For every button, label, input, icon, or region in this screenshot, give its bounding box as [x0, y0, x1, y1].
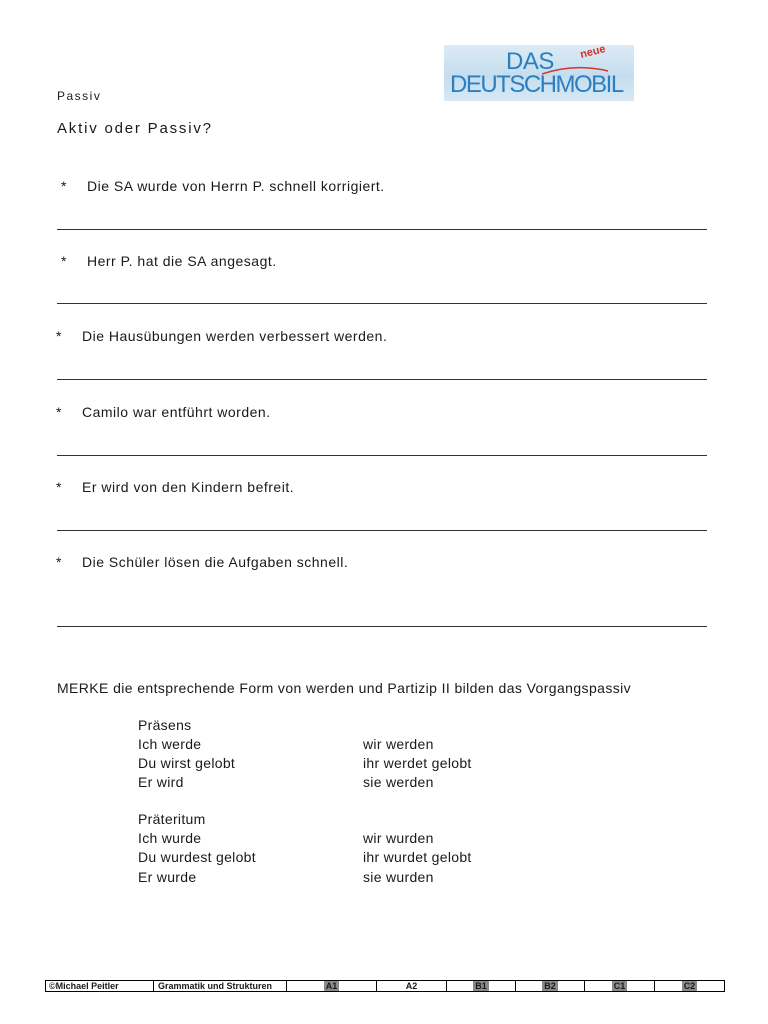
footer-level-b2 [516, 981, 585, 991]
praeteritum-heading: Präteritum [138, 811, 206, 827]
bullet: * [56, 479, 62, 495]
exercise-item-2 [61, 253, 277, 269]
answer-line-6[interactable] [57, 626, 707, 627]
answer-line-2[interactable] [57, 303, 707, 304]
praeteritum-plural-3: sie wurden [363, 869, 434, 885]
exercise-sentence: Er wird von den Kindern befreit. [82, 479, 295, 495]
exercise-sentence: Die SA wurde von Herrn P. schnell korrigiert. [87, 178, 385, 194]
footer-level-b1 [447, 981, 516, 991]
praesens-singular-2: Du wirst gelobt [138, 755, 236, 771]
praeteritum-plural-2: ihr wurdet gelobt [363, 849, 472, 865]
praesens-plural-1: wir werden [363, 736, 434, 752]
answer-line-5[interactable] [57, 530, 707, 531]
praesens-singular-1: Ich werde [138, 736, 202, 752]
exercise-item-1 [61, 178, 385, 194]
footer-level-c1 [585, 981, 655, 991]
exercise-title: Aktiv oder Passiv? [57, 120, 213, 137]
footer-subject-text: Grammatik und Strukturen [158, 981, 273, 991]
exercise-sentence: Die Schüler lösen die Aufgaben schnell. [82, 554, 349, 570]
answer-line-1[interactable] [57, 229, 707, 230]
level-a2-label: A2 [405, 981, 418, 991]
praesens-heading: Präsens [138, 717, 192, 733]
exercise-sentence: Die Hausübungen werden verbessert werden. [82, 328, 388, 344]
logo-text-das: DAS [506, 48, 554, 75]
praeteritum-singular-1: Ich wurde [138, 830, 202, 846]
praesens-plural-3: sie werden [363, 774, 434, 790]
level-b1-label: B1 [475, 981, 487, 991]
footer-subject [154, 981, 287, 991]
praeteritum-singular-3: Er wurde [138, 869, 197, 885]
topic-label: Passiv [57, 89, 102, 103]
answer-line-3[interactable] [57, 379, 707, 380]
praeteritum-singular-2: Du wurdest gelobt [138, 849, 256, 865]
praesens-singular-3: Er wird [138, 774, 184, 790]
footer-level-a1 [287, 981, 377, 991]
level-c2-label: C2 [683, 981, 696, 991]
praesens-plural-2: ihr werdet gelobt [363, 755, 472, 771]
praeteritum-plural-1: wir wurden [363, 830, 434, 846]
level-a1-label: A1 [325, 981, 338, 991]
answer-line-4[interactable] [57, 455, 707, 456]
bullet: * [56, 404, 62, 420]
merke-note: MERKE die entsprechende Form von werden und Partizip II bilden das Vorgangspassiv [57, 680, 632, 696]
level-b2-label: B2 [544, 981, 556, 991]
logo-text-deutschmobil: DEUTSCHMOBIL [450, 71, 623, 98]
exercise-item-5 [56, 479, 294, 495]
level-c1-label: C1 [613, 981, 626, 991]
bullet: * [56, 328, 62, 344]
exercise-sentence: Herr P. hat die SA angesagt. [87, 253, 277, 269]
bullet: * [56, 554, 62, 570]
deutschmobil-logo [444, 45, 634, 101]
footer-level-c2 [655, 981, 724, 991]
exercise-sentence: Camilo war entführt worden. [82, 404, 271, 420]
logo-badge-neue: neue [578, 43, 607, 61]
footer-author [46, 981, 154, 991]
footer-table [45, 980, 725, 992]
footer-level-a2 [377, 981, 447, 991]
exercise-item-3 [56, 328, 387, 344]
bullet: * [61, 253, 67, 269]
exercise-item-4 [56, 404, 271, 420]
bullet: * [61, 178, 67, 194]
footer-author-text: ©Michael Peitler [49, 981, 119, 991]
exercise-item-6 [56, 554, 348, 570]
